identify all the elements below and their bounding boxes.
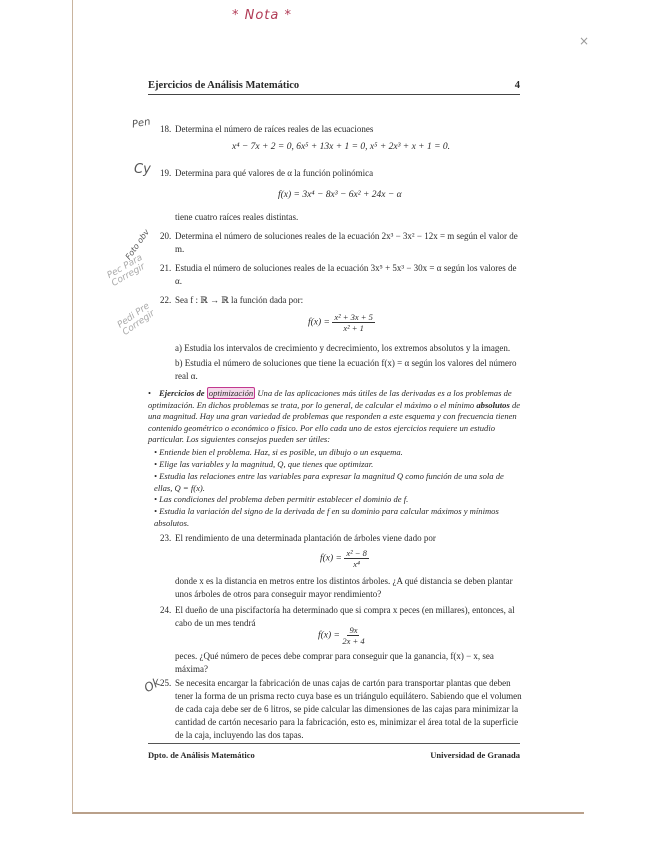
optimization-tip-3: • Estudia las relaciones entre las variables para expresar la magnitud Q como función de una sola de ellas, Q = f(x). (154, 471, 504, 493)
page-footer (148, 743, 520, 760)
problem-18: 18. Determina el número de raíces reales de las ecuaciones (160, 124, 374, 134)
equation-24: f(x) = $\frac{9x}{2x + 4}$ (318, 625, 365, 646)
equation-19: f(x) = 3x⁴ − 8x³ − 6x² + 24x − α (278, 190, 402, 200)
handwritten-x-mark: × (579, 34, 590, 48)
optimization-tip-1: • Entiende bien el problema. Haz, si es posible, un dibujo o un esquema. (154, 447, 403, 457)
equation-22: f(x) = $\frac{\text{x² + 3x + 5}}{\text{x² + 1}}$ (308, 312, 373, 333)
margin-note-22: Pedi Pre Corregir (115, 301, 157, 338)
equation-18: x⁴ − 7x + 2 = 0, 6x⁵ + 13x + 1 = 0, x⁵ + 2x³ + x + 1 = 0. (232, 142, 451, 152)
optimization-tip-2: • Elige las variables y la magnitud, Q, que tienes que optimizar. (154, 459, 374, 469)
handwritten-nota: * Nota * (232, 8, 293, 23)
problem-23-after: donde x es la distancia en metros entre los distintos árboles. ¿A qué distancia se deben plantar unos árboles de otros para conseguir mayor rendimiento? (175, 576, 513, 599)
problem-23: 23. El rendimiento de una determinada plantación de árboles viene dado por (160, 533, 436, 543)
document-title: Ejercicios de Análisis Matemático (148, 80, 300, 91)
problem-22: 22. Sea f : ℝ → ℝ la función dada por: (160, 295, 304, 305)
margin-note-21: Pec Para Corregir (105, 252, 147, 289)
page-header (148, 80, 520, 95)
highlighted-word: optimización (208, 388, 254, 398)
problem-24: 24. El dueño de una piscifactoría ha determinado que si compra x peces (en millares), entonces, al cabo de un mes tendrá (160, 605, 515, 628)
margin-note-25: Ok (141, 674, 163, 696)
optimization-intro: • Ejercicios de optimización Una de las aplicaciones más útiles de las derivadas es a los problemas de optimización. En dichos problemas se trata, por lo general, de calcular el máximo o el mínimo absolutos de una magnitud. Hay una gran variedad de problemas que responden a este esquema y con frecuencia tienen contenido geométrico o económico o físico. Por ello cada uno de estos ejercicios requiere un estudio particular. Los siguientes consejos pueden ser útiles: (148, 388, 521, 444)
problem-19-after: tiene cuatro raíces reales distintas. (175, 212, 299, 222)
page-number: 4 (514, 80, 520, 91)
problem-21: 21. Estudia el número de soluciones reales de la ecuación 3x⁵ + 5x³ − 30x = α según los valores de α. (160, 263, 517, 286)
optimization-tip-5: • Estudia la variación del signo de la derivada de f en su dominio para calcular máximos y mínimos absolutos. (154, 506, 499, 528)
problem-24-after: peces. ¿Qué número de peces debe comprar para conseguir que la ganancia, f(x) − x, sea máxima? (175, 651, 494, 674)
margin-note-19: Cy (134, 162, 151, 177)
margin-note-20: Foto obv (123, 227, 152, 262)
problem-22-part-a: a) Estudia los intervalos de crecimiento y decrecimiento, los extremos absolutos y la imagen. (175, 343, 511, 353)
problem-19: 19. Determina para qué valores de α la función polinómica (160, 168, 374, 178)
problem-22-part-b: b) Estudia el número de soluciones que tiene la ecuación f(x) = α según los valores del número real α. (175, 358, 517, 381)
equation-23: f(x) = $\frac{\text{x² − 8}}{\text{x⁴}}$ (320, 548, 367, 569)
footer-department: Dpto. de Análisis Matemático (148, 750, 255, 760)
problem-25: 25. Se necesita encargar la fabricación de unas cajas de cartón para transportar plantas que deben tener la forma de un prisma recto cuya base es un triángulo equilátero. Sabiendo que el volumen de cada caja debe ser de 6 litros, se pide calcular las dimensiones de las cajas para minimizar la cantidad de cartón necesario para la fabricación, esto es, minimizar el área total de la superficie de la caja, incluyendo las dos tapas. (160, 678, 522, 740)
margin-note-18: Pen (131, 116, 152, 131)
footer-university: Universidad de Granada (430, 750, 520, 760)
problem-20: 20. Determina el número de soluciones reales de la ecuación 2x³ − 3x² − 12x = m según el valor de m. (160, 231, 518, 254)
optimization-tip-4: • Las condiciones del problema deben permitir establecer el dominio de f. (154, 494, 409, 504)
